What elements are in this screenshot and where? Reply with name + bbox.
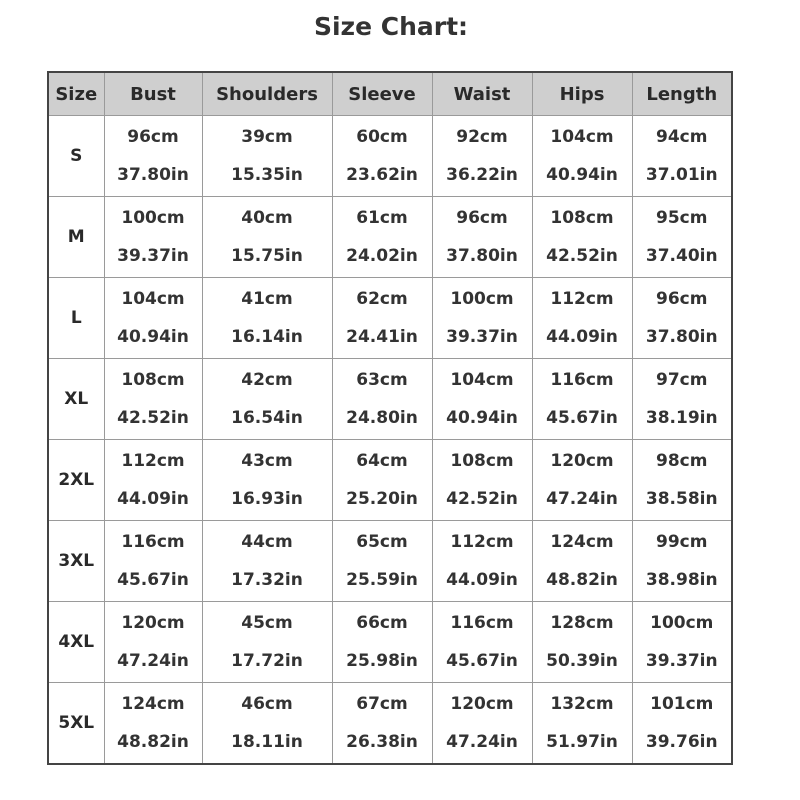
size-label: L	[48, 278, 104, 359]
measure-cell-hips	[532, 521, 632, 602]
value-cm: 45cm	[241, 613, 293, 633]
value-cm: 100cm	[450, 289, 514, 309]
value-in: 16.14in	[231, 327, 303, 347]
value-cm: 101cm	[650, 694, 714, 714]
value-cm: 39cm	[241, 127, 293, 147]
value-cm: 112cm	[550, 289, 614, 309]
value-in: 44.09in	[117, 489, 189, 509]
value-cm: 112cm	[121, 451, 185, 471]
value-in: 24.41in	[346, 327, 418, 347]
measure-cell-waist	[432, 116, 532, 197]
value-in: 37.80in	[117, 165, 189, 185]
value-in: 47.24in	[446, 732, 518, 752]
value-cm: 96cm	[456, 208, 508, 228]
value-cm: 94cm	[656, 127, 708, 147]
value-cm: 67cm	[356, 694, 408, 714]
header-length: Length	[632, 72, 732, 116]
value-in: 15.75in	[231, 246, 303, 266]
measure-cell-hips	[532, 440, 632, 521]
value-in: 48.82in	[117, 732, 189, 752]
measure-cell-length	[632, 359, 732, 440]
value-cm: 108cm	[450, 451, 514, 471]
table-row	[48, 278, 732, 359]
value-in: 23.62in	[346, 165, 418, 185]
value-in: 45.67in	[117, 570, 189, 590]
value-in: 36.22in	[446, 165, 518, 185]
size-label: 3XL	[48, 521, 104, 602]
value-in: 37.80in	[645, 327, 718, 347]
value-in: 40.94in	[546, 165, 618, 185]
measure-cell-length	[632, 440, 732, 521]
value-in: 37.01in	[645, 165, 718, 185]
table-row	[48, 116, 732, 197]
size-label: 2XL	[48, 440, 104, 521]
header-sleeve: Sleeve	[332, 72, 432, 116]
value-cm: 132cm	[550, 694, 614, 714]
measure-cell-sleeve	[332, 116, 432, 197]
value-cm: 62cm	[356, 289, 408, 309]
value-cm: 40cm	[241, 208, 293, 228]
value-cm: 44cm	[241, 532, 293, 552]
value-cm: 112cm	[450, 532, 514, 552]
table-row	[48, 197, 732, 278]
size-chart-table	[47, 71, 733, 765]
measure-cell-length	[632, 602, 732, 683]
value-in: 25.59in	[346, 570, 418, 590]
value-cm: 64cm	[356, 451, 408, 471]
measure-cell-hips	[532, 116, 632, 197]
value-cm: 100cm	[650, 613, 714, 633]
value-cm: 120cm	[450, 694, 514, 714]
value-cm: 104cm	[450, 370, 514, 390]
value-cm: 60cm	[356, 127, 408, 147]
measure-cell-length	[632, 116, 732, 197]
value-cm: 61cm	[356, 208, 408, 228]
measure-cell-waist	[432, 278, 532, 359]
measure-cell-hips	[532, 278, 632, 359]
size-label: 5XL	[48, 683, 104, 765]
value-in: 24.80in	[346, 408, 418, 428]
value-in: 16.93in	[231, 489, 303, 509]
measure-cell-shoulders	[202, 521, 332, 602]
value-cm: 128cm	[550, 613, 614, 633]
value-in: 42.52in	[117, 408, 189, 428]
measure-cell-hips	[532, 602, 632, 683]
value-in: 16.54in	[231, 408, 303, 428]
header-waist: Waist	[432, 72, 532, 116]
value-cm: 95cm	[656, 208, 708, 228]
value-in: 38.58in	[645, 489, 718, 509]
measure-cell-bust	[104, 440, 202, 521]
header-hips: Hips	[532, 72, 632, 116]
value-in: 15.35in	[231, 165, 303, 185]
value-cm: 65cm	[356, 532, 408, 552]
measure-cell-shoulders	[202, 278, 332, 359]
table-body	[48, 116, 732, 765]
value-cm: 124cm	[121, 694, 185, 714]
measure-cell-hips	[532, 359, 632, 440]
size-label: 4XL	[48, 602, 104, 683]
header-size: Size	[48, 72, 104, 116]
measure-cell-bust	[104, 359, 202, 440]
measure-cell-bust	[104, 683, 202, 765]
value-in: 38.98in	[645, 570, 718, 590]
value-in: 40.94in	[117, 327, 189, 347]
value-cm: 96cm	[127, 127, 179, 147]
measure-cell-sleeve	[332, 521, 432, 602]
header-shoulders: Shoulders	[202, 72, 332, 116]
table-row	[48, 683, 732, 765]
measure-cell-shoulders	[202, 359, 332, 440]
value-cm: 41cm	[241, 289, 293, 309]
measure-cell-hips	[532, 683, 632, 765]
table-row	[48, 359, 732, 440]
value-in: 42.52in	[446, 489, 518, 509]
table-row	[48, 602, 732, 683]
measure-cell-sleeve	[332, 683, 432, 765]
value-cm: 66cm	[356, 613, 408, 633]
size-label: S	[48, 116, 104, 197]
measure-cell-waist	[432, 683, 532, 765]
measure-cell-shoulders	[202, 440, 332, 521]
value-cm: 63cm	[356, 370, 408, 390]
measure-cell-length	[632, 278, 732, 359]
value-in: 37.40in	[645, 246, 718, 266]
value-in: 39.37in	[446, 327, 518, 347]
value-in: 40.94in	[446, 408, 518, 428]
measure-cell-bust	[104, 278, 202, 359]
measure-cell-shoulders	[202, 602, 332, 683]
value-in: 44.09in	[446, 570, 518, 590]
value-cm: 120cm	[550, 451, 614, 471]
measure-cell-shoulders	[202, 116, 332, 197]
measure-cell-length	[632, 521, 732, 602]
measure-cell-waist	[432, 359, 532, 440]
value-cm: 100cm	[121, 208, 185, 228]
value-cm: 42cm	[241, 370, 293, 390]
value-in: 25.98in	[346, 651, 418, 671]
value-in: 47.24in	[117, 651, 189, 671]
page-title: Size Chart:	[313, 12, 469, 41]
measure-cell-shoulders	[202, 683, 332, 765]
value-cm: 104cm	[550, 127, 614, 147]
measure-cell-waist	[432, 602, 532, 683]
header-bust: Bust	[104, 72, 202, 116]
measure-cell-hips	[532, 197, 632, 278]
value-in: 17.32in	[231, 570, 303, 590]
measure-cell-sleeve	[332, 440, 432, 521]
table-row	[48, 440, 732, 521]
value-cm: 120cm	[121, 613, 185, 633]
header-row	[48, 72, 732, 116]
measure-cell-sleeve	[332, 278, 432, 359]
value-cm: 108cm	[121, 370, 185, 390]
value-cm: 116cm	[450, 613, 514, 633]
value-in: 45.67in	[446, 651, 518, 671]
value-cm: 43cm	[241, 451, 293, 471]
value-in: 26.38in	[346, 732, 418, 752]
value-in: 44.09in	[546, 327, 618, 347]
size-label: M	[48, 197, 104, 278]
value-in: 45.67in	[546, 408, 618, 428]
measure-cell-shoulders	[202, 197, 332, 278]
value-in: 50.39in	[546, 651, 618, 671]
measure-cell-sleeve	[332, 602, 432, 683]
value-cm: 124cm	[550, 532, 614, 552]
measure-cell-sleeve	[332, 197, 432, 278]
value-cm: 116cm	[121, 532, 185, 552]
value-in: 38.19in	[645, 408, 718, 428]
value-in: 51.97in	[546, 732, 618, 752]
value-cm: 46cm	[241, 694, 293, 714]
value-in: 18.11in	[231, 732, 303, 752]
value-in: 39.37in	[645, 651, 718, 671]
value-cm: 99cm	[656, 532, 708, 552]
measure-cell-bust	[104, 116, 202, 197]
value-cm: 96cm	[656, 289, 708, 309]
measure-cell-length	[632, 197, 732, 278]
table-row	[48, 521, 732, 602]
value-in: 24.02in	[346, 246, 418, 266]
measure-cell-bust	[104, 197, 202, 278]
value-cm: 97cm	[656, 370, 708, 390]
measure-cell-waist	[432, 521, 532, 602]
value-in: 17.72in	[231, 651, 303, 671]
value-in: 39.37in	[117, 246, 189, 266]
measure-cell-bust	[104, 602, 202, 683]
value-cm: 98cm	[656, 451, 708, 471]
value-in: 39.76in	[645, 732, 718, 752]
value-cm: 92cm	[456, 127, 508, 147]
measure-cell-waist	[432, 197, 532, 278]
value-in: 47.24in	[546, 489, 618, 509]
value-cm: 104cm	[121, 289, 185, 309]
value-in: 42.52in	[546, 246, 618, 266]
value-in: 37.80in	[446, 246, 518, 266]
measure-cell-length	[632, 683, 732, 765]
value-in: 25.20in	[346, 489, 418, 509]
size-label: XL	[48, 359, 104, 440]
value-in: 48.82in	[546, 570, 618, 590]
measure-cell-bust	[104, 521, 202, 602]
measure-cell-waist	[432, 440, 532, 521]
value-cm: 108cm	[550, 208, 614, 228]
measure-cell-sleeve	[332, 359, 432, 440]
value-cm: 116cm	[550, 370, 614, 390]
